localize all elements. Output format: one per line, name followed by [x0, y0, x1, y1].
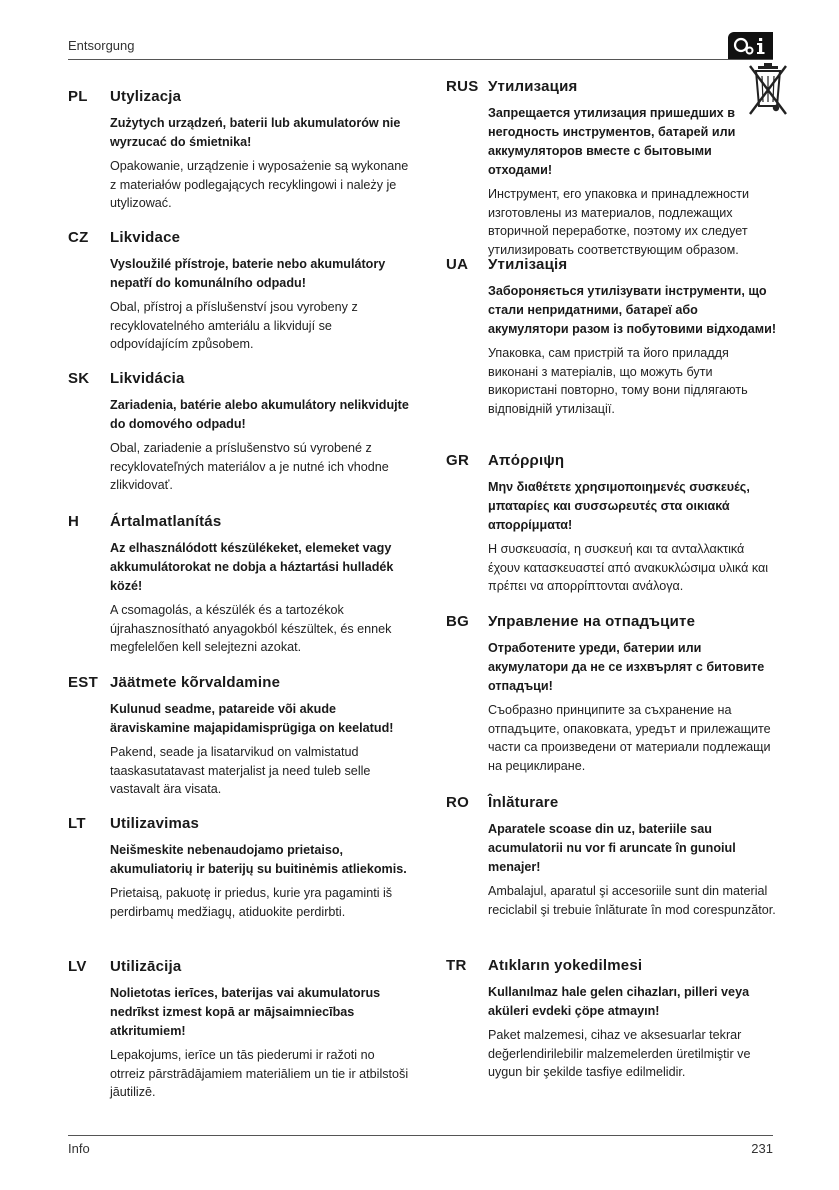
language-code: H [68, 513, 80, 530]
section-text: Упаковка, сам пристрій та його приладдя виконані з матеріалів, що можуть бути використані повторно, тому вони підлягають відповідній утилізації. [488, 346, 748, 416]
section-warning: Отработените уреди, батерии или акумулатори да не се изхвърлят с битовите отпадъци! [488, 641, 765, 693]
section-text: Pakend, seade ja lisatarvikud on valmistatud taaskasutatavast materjalist ja need tuleb selle vastavalt ära visata. [110, 745, 371, 797]
section-text: Obal, přístroj a příslušenství jsou vyrobeny z recyklovatelného amteriálu a likvidují se odpovídajícím způsobem. [110, 300, 358, 352]
section-warning: Μην διαθέτετε χρησιμοποιημενές συσκευές, μπαταρίες και συσσωρευτές στα οικιακά απορρίμματα! [488, 480, 750, 532]
section-text: Paket malzemesi, cihaz ve aksesuarlar tekrar değerlendirilebilir malzemelerden üretilmiştir ve uygun bir şekilde tasfiye edilmelidir. [488, 1028, 751, 1080]
language-code: CZ [68, 229, 89, 246]
section-warning: Kulunud seadme, patareide või akude äraviskamine majapidamisprügiga on keelatud! [110, 702, 394, 735]
section-warning: Az elhasználódott készülékeket, elemeket vagy akkumulátorokat ne dobja a háztartási hulladék közé! [110, 541, 394, 593]
section-text: Lepakojums, ierīce un tās piederumi ir ražoti no otrreiz pārstrādājamiem materiāliem un tie ir atbilstoši jāutilizē. [110, 1048, 409, 1100]
section-title: Înlăturare [488, 794, 559, 811]
language-code: GR [446, 452, 470, 469]
section-text: A csomagolás, a készülék és a tartozékok újrahasznosítható anyagokból készültek, és ennek megfelelően kell selejtezni azokat. [110, 603, 392, 655]
page-number: 231 [751, 1141, 773, 1156]
language-code: PL [68, 88, 88, 105]
section-title: Утилизация [488, 78, 578, 95]
language-code: RO [446, 794, 470, 811]
section-warning: Забороняється утилізувати інструменти, що стали непридатними, батареї або акумулятори разом із побутовими відходами! [488, 284, 777, 336]
section-title: Utylizacja [110, 88, 182, 105]
section-text: Инструмент, его упаковка и принадлежности изготовлены из материалов, подлежащих вторичной переработке, поэтому их следует утилизировать соответствующим образом. [488, 187, 750, 257]
header-divider [68, 59, 773, 60]
section-warning: Запрещается утилизация пришедших в негодность инструментов, батарей или аккумуляторов вместе с бытовыми отходами! [488, 106, 736, 177]
language-code: UA [446, 256, 469, 273]
section-title: Utilizavimas [110, 815, 200, 832]
section-title: Jäätmete kõrvaldamine [110, 674, 281, 691]
language-code: LV [68, 958, 87, 975]
section-warning: Zariadenia, batérie alebo akumulátory nelikvidujte do domového odpadu! [110, 398, 409, 431]
section-title: Ártalmatlanítás [110, 513, 222, 530]
section-warning: Neišmeskite nebenaudojamo prietaiso, akumuliatorių ir baterijų su buitinėmis atliekomis. [110, 843, 407, 876]
language-code: BG [446, 613, 470, 630]
language-code: RUS [446, 78, 479, 95]
section-title: Utilizācija [110, 958, 182, 975]
section-title: Απόρριψη [488, 452, 565, 469]
footer-label: Info [68, 1141, 90, 1156]
language-code: SK [68, 370, 90, 387]
section-warning: Vysloužilé přístroje, baterie nebo akumulátory nepatří do komunálního odpadu! [110, 257, 386, 290]
section-text: Prietaisą, pakuotę ir priedus, kurie yra pagaminti iš perdirbamų medžiagų, atiduokite perdirbti. [110, 886, 393, 919]
section-title: Управление на отпадъците [488, 613, 696, 630]
section-title: Likvidace [110, 229, 181, 246]
section-warning: Zużytych urządzeń, baterii lub akumulatorów nie wyrzucać do śmietnika! [110, 116, 401, 149]
section-text: Ambalajul, aparatul şi accesoriile sunt din material reciclabil şi trebuie înlăturate în mod corespunzător. [488, 884, 776, 917]
language-code: EST [68, 674, 99, 691]
section-title: Утилізація [488, 256, 568, 273]
info-badge-icon [728, 32, 773, 59]
footer-divider [68, 1135, 773, 1136]
crossed-out-wheelie-bin-icon [748, 62, 788, 120]
language-code: LT [68, 815, 86, 832]
section-warning: Kullanılmaz hale gelen cihazları, pilleri veya aküleri evdeki çöpe atmayın! [488, 985, 750, 1018]
section-warning: Nolietotas ierīces, baterijas vai akumulatorus nedrīkst izmest kopā ar mājsaimniecības atkritumiem! [110, 986, 381, 1038]
page-header-title: Entsorgung [68, 38, 135, 53]
section-text: Obal, zariadenie a príslušenstvo sú vyrobené z recyklovateľných materiálov a je nutné ich vhodne zlikvidovať. [110, 441, 389, 493]
section-text: Opakowanie, urządzenie i wyposażenie są wykonane z materiałów podlegających recyklingowi i należy je utylizować. [110, 159, 409, 211]
language-code: TR [446, 957, 467, 974]
section-text: Съобразно принципите за съхранение на отпадъците, опаковката, уредът и прилежащите части са произведени от материали подлежащи на рециклиране. [488, 703, 771, 773]
section-warning: Aparatele scoase din uz, bateriile sau acumulatorii nu vor fi aruncate în gunoiul menajer! [488, 822, 736, 874]
section-title: Atıkların yokedilmesi [488, 957, 643, 974]
section-text: Η συσκευασία, η συσκευή και τα ανταλλακτικά έχουν κατασκευαστεί από ανακυκλώσιμα υλικά και πρέπει να απορρίπτονται ανάλογα. [488, 542, 769, 594]
section-title: Likvidácia [110, 370, 185, 387]
